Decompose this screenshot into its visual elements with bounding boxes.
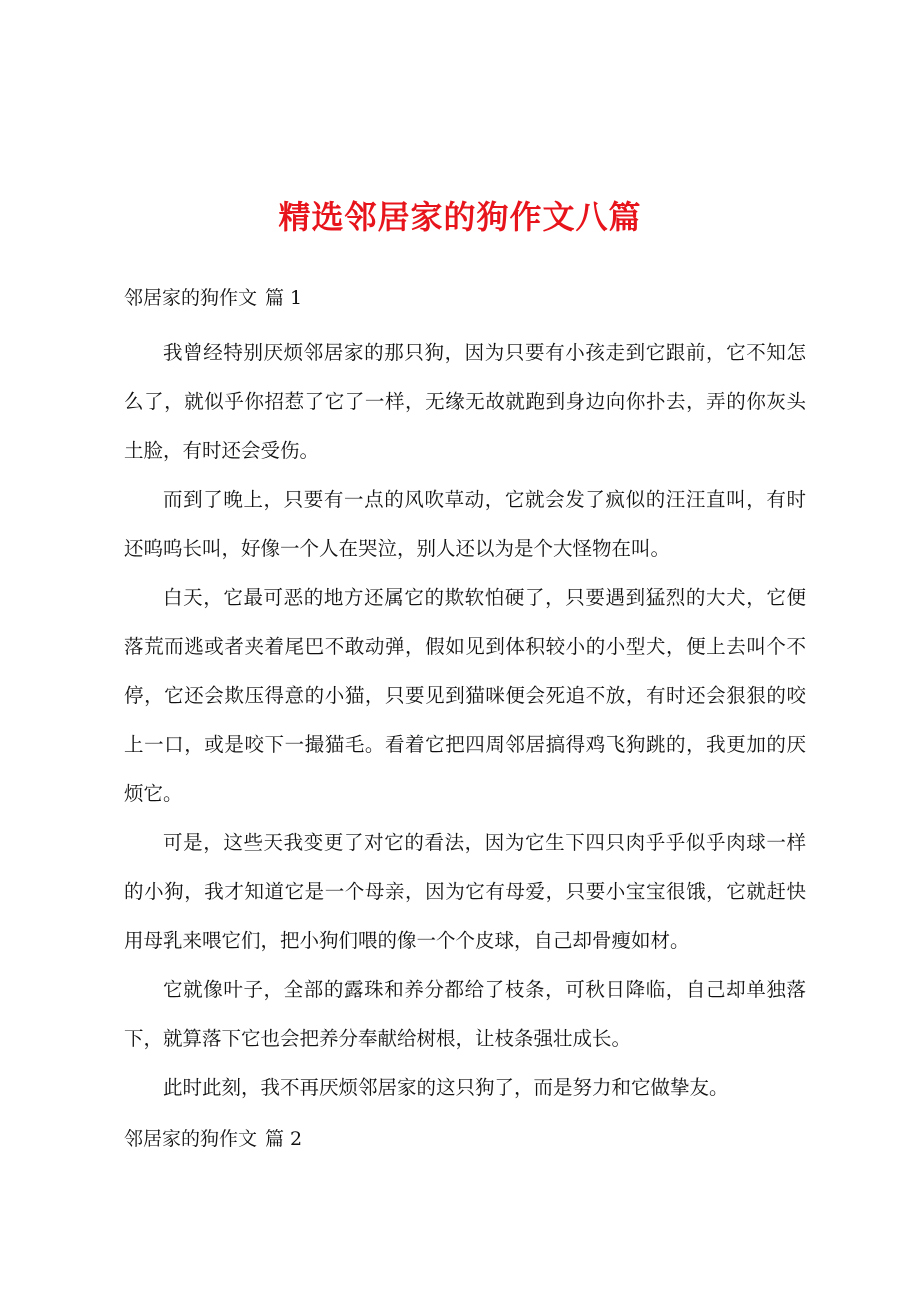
document-title: 精选邻居家的狗作文八篇: [278, 198, 642, 236]
section-number: 篇 1: [265, 287, 303, 309]
section-heading-text: 邻居家的狗作文: [124, 287, 258, 309]
paragraph-2: 而到了晚上，只要有一点的风吹草动，它就会发了疯似的汪汪直叫，有时还呜呜长叫，好像一个人在哭泣，别人还以为是个大怪物在叫。: [124, 488, 806, 560]
section-heading-2: [124, 1126, 806, 1152]
section-heading-1: [124, 285, 806, 311]
paragraph-1: 我曾经特别厌烦邻居家的那只狗，因为只要有小孩走到它跟前，它不知怎么了，就似乎你招惹了它了一样，无缘无故就跑到身边向你扑去，弄的你灰头土脸，有时还会受伤。: [124, 341, 806, 462]
paragraph-4: 可是，这些天我变更了对它的看法，因为它生下四只肉乎乎似乎肉球一样的小狗，我才知道它是一个母亲，因为它有母爱，只要小宝宝很饿，它就赶快用母乳来喂它们，把小狗们喂的像一个个皮球，自己却骨瘦如材。: [124, 831, 806, 952]
section-number: 篇 2: [265, 1128, 303, 1150]
paragraph-5: 它就像叶子，全部的露珠和养分都给了枝条，可秋日降临，自己却单独落下，就算落下它也会把养分奉献给树根，让枝条强壮成长。: [124, 978, 806, 1050]
paragraph-3: 白天，它最可恶的地方还属它的欺软怕硬了，只要遇到猛烈的大犬，它便落荒而逃或者夹着尾巴不敢动弹，假如见到体积较小的小型犬，便上去叫个不停，它还会欺压得意的小猫，只要见到猫咪便会死追不放，有时还会狠狠的咬上一口，或是咬下一撮猫毛。看着它把四周邻居搞得鸡飞狗跳的，我更加的厌烦它。: [124, 586, 806, 805]
paragraph-6: 此时此刻，我不再厌烦邻居家的这只狗了，而是努力和它做挚友。: [163, 1076, 729, 1099]
document-body: [124, 285, 806, 1152]
section-heading-text: 邻居家的狗作文: [124, 1128, 258, 1150]
